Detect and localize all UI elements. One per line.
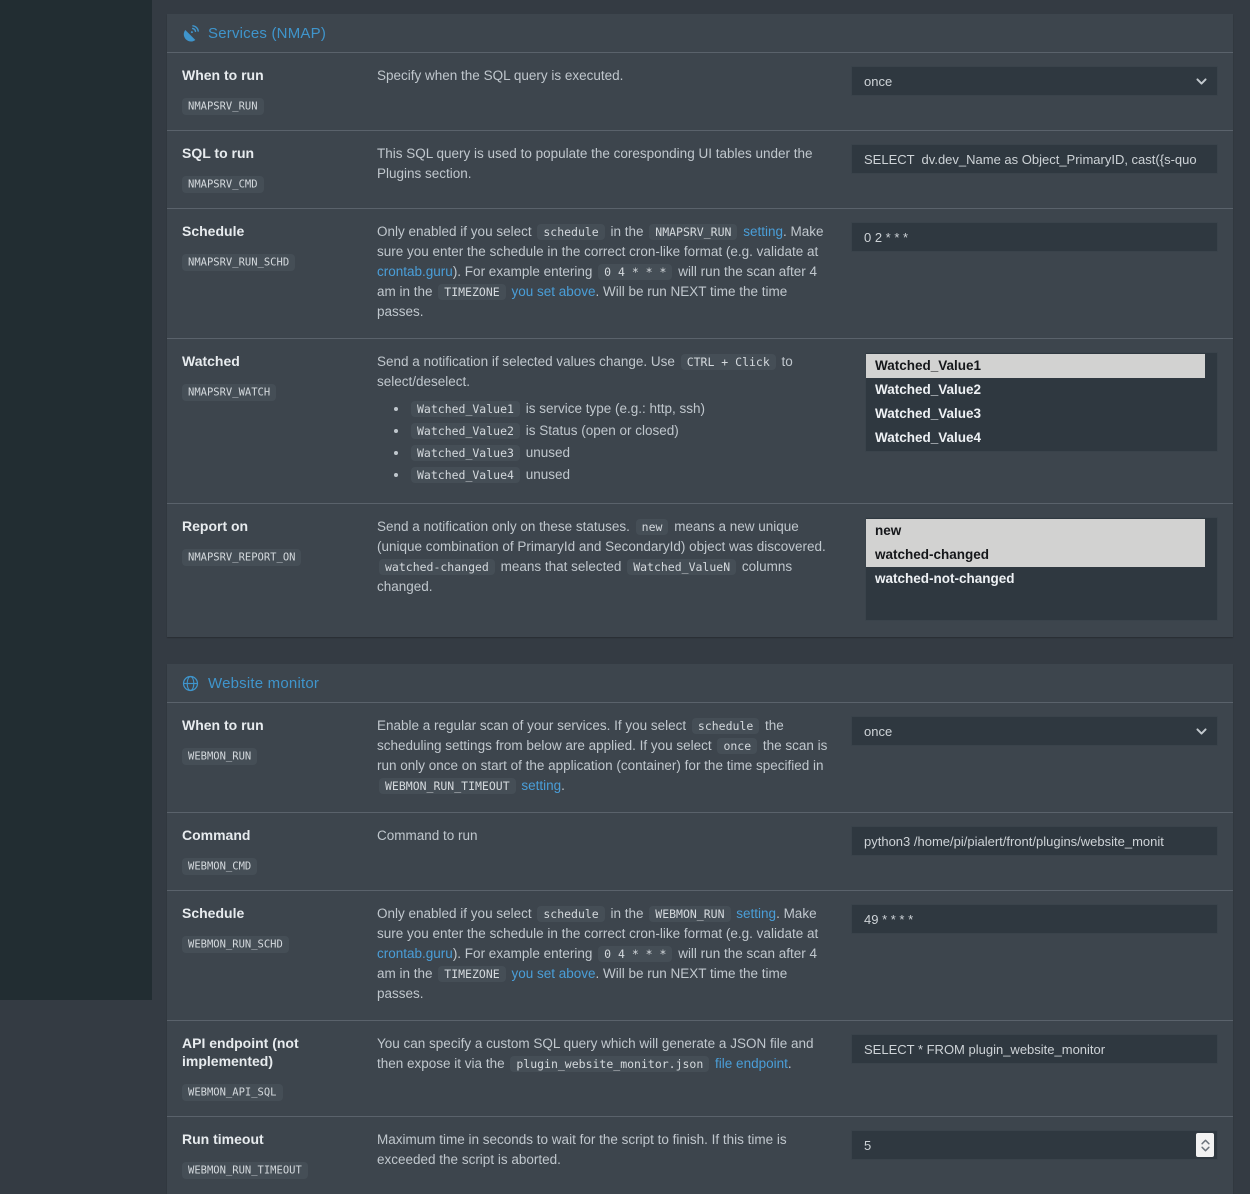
desc-text: means that selected: [496, 559, 626, 574]
link-setting[interactable]: setting: [743, 224, 783, 239]
desc-text: Specify when the SQL query is executed.: [377, 68, 624, 83]
link-crontab-guru[interactable]: crontab.guru: [377, 264, 453, 279]
setting-code-tag: WEBMON_API_SQL: [182, 1084, 283, 1101]
desc-text: is service type (e.g.: http, ssh): [521, 401, 706, 416]
nmapsrv_run_schd-input[interactable]: [851, 222, 1218, 252]
inline-code: schedule: [537, 224, 604, 240]
desc-text: Send a notification only on these statuses.: [377, 519, 634, 534]
settings-row-nmapsrv_run: [167, 53, 1233, 130]
chevron-down-icon: [1195, 75, 1208, 88]
satellite-dish-icon: [182, 25, 199, 42]
setting-description: [377, 144, 851, 192]
inline-code: watched-changed: [379, 559, 495, 575]
spinner-down-icon[interactable]: [1201, 1146, 1210, 1152]
webmon_cmd-input[interactable]: [851, 826, 1218, 856]
webmon_run_timeout-number-field: [851, 1130, 1218, 1160]
listbox-option-watched-not-changed[interactable]: watched-not-changed: [875, 571, 1015, 586]
inline-code: Watched_Value1: [411, 401, 520, 417]
settings-row-webmon_run_timeout: [167, 1116, 1233, 1194]
setting-code-wrap: [182, 934, 363, 952]
desc-text: Send a notification if selected values change. Use: [377, 354, 679, 369]
webmon_run_timeout-input[interactable]: [851, 1130, 1218, 1160]
link-setting[interactable]: setting: [736, 906, 777, 921]
webmon_run_schd-input[interactable]: [851, 904, 1218, 934]
desc-text: columns changed.: [377, 559, 793, 594]
webmon_run-select[interactable]: [851, 716, 1218, 746]
description-bullet-list: [377, 399, 832, 485]
setting-name: Command: [182, 827, 251, 843]
desc-text: ). For example entering: [452, 264, 597, 279]
setting-description: [377, 517, 851, 621]
setting-code-tag: NMAPSRV_REPORT_ON: [182, 549, 301, 566]
inline-code: Watched_Value2: [411, 423, 520, 439]
nmapsrv_run-select[interactable]: [851, 66, 1218, 96]
link-crontab-guru[interactable]: crontab.guru: [377, 946, 453, 961]
setting-code-tag: NMAPSRV_CMD: [182, 176, 264, 193]
setting-code-tag: NMAPSRV_RUN_SCHD: [182, 254, 295, 271]
setting-control-column: [851, 66, 1218, 114]
desc-text: Enable a regular scan of your services. If you select: [377, 718, 690, 733]
setting-name-column: [182, 826, 377, 874]
setting-code-wrap: [182, 96, 363, 114]
settings-row-nmapsrv_watch: [167, 338, 1233, 503]
inline-code: CTRL + Click: [681, 354, 776, 370]
section-header: [167, 14, 1233, 53]
setting-name: Report on: [182, 518, 249, 534]
setting-code-wrap: [182, 382, 363, 400]
setting-name-column: [182, 517, 377, 621]
select-value: once: [864, 723, 893, 739]
setting-code-tag: NMAPSRV_RUN: [182, 98, 264, 115]
desc-text: in the: [606, 224, 648, 239]
desc-text: will run the scan after 4 am in the: [377, 946, 818, 981]
inline-code: 0 4 * * *: [598, 264, 672, 280]
setting-name: Run timeout: [182, 1131, 264, 1147]
desc-text: Maximum time in seconds to wait for the script to finish. If this time is exceeded the script is aborted.: [377, 1132, 787, 1167]
setting-name: When to run: [182, 67, 264, 83]
desc-text: unused: [521, 445, 570, 460]
settings-row-webmon_api_sql: [167, 1020, 1233, 1116]
desc-text: is Status (open or closed): [521, 423, 679, 438]
desc-text: the scan is run only once on start of the application (container) for the time specified in: [377, 738, 828, 773]
listbox-option-watched-value1[interactable]: Watched_Value1: [866, 354, 1205, 378]
inline-code: Watched_Value3: [411, 445, 520, 461]
settings-row-webmon_run: [167, 703, 1233, 812]
setting-name-column: [182, 904, 377, 1004]
settings-section-webmon: [167, 664, 1233, 1194]
setting-code-wrap: [182, 252, 363, 270]
inline-code: Watched_Value4: [411, 467, 520, 483]
setting-name-column: [182, 1034, 377, 1100]
setting-description: [377, 66, 851, 114]
select-value: once: [864, 73, 893, 89]
setting-code-wrap: [182, 746, 363, 764]
desc-text: This SQL query is used to populate the coresponding UI tables under the Plugins section.: [377, 146, 813, 181]
setting-description: [377, 904, 851, 1004]
listbox-option-watched-changed[interactable]: watched-changed: [866, 543, 1205, 567]
setting-description: [377, 1034, 851, 1100]
desc-text: to select/deselect.: [377, 354, 793, 389]
bullet-item: [409, 465, 832, 485]
desc-text: unused: [521, 467, 570, 482]
chevron-down-icon: [1195, 725, 1208, 738]
spinner-up-icon[interactable]: [1201, 1139, 1210, 1145]
setting-name-column: [182, 144, 377, 192]
section-title: Services (NMAP): [208, 24, 327, 42]
nmapsrv_cmd-input[interactable]: [851, 144, 1218, 174]
link-file-endpoint[interactable]: file endpoint: [715, 1056, 788, 1071]
desc-text: Only enabled if you select: [377, 906, 536, 921]
setting-control-column: [851, 1130, 1218, 1178]
desc-text: . Make sure you enter the schedule in the correct cron-like format (e.g. validate at: [377, 224, 824, 259]
setting-code-tag: WEBMON_RUN: [182, 748, 257, 765]
inline-code: Watched_ValueN: [627, 559, 736, 575]
setting-name: When to run: [182, 717, 264, 733]
inline-code: plugin_website_monitor.json: [510, 1056, 709, 1072]
desc-text: ). For example entering: [452, 946, 597, 961]
setting-control-column: [851, 826, 1218, 874]
settings-content: [152, 0, 1250, 1194]
settings-row-webmon_run_schd: [167, 890, 1233, 1020]
sidebar: [0, 0, 152, 1000]
desc-text: .: [561, 778, 565, 793]
setting-control-column: [851, 904, 1218, 1004]
webmon_api_sql-input[interactable]: [851, 1034, 1218, 1064]
setting-code-wrap: [182, 547, 363, 565]
desc-text: will run the scan after 4 am in the: [377, 264, 818, 299]
listbox-option-watched-value2[interactable]: Watched_Value2: [875, 382, 982, 397]
desc-text: the scheduling settings from below are applied. If you select: [377, 718, 784, 753]
bullet-item: [409, 421, 832, 441]
setting-description: [377, 222, 851, 322]
setting-control-column: [851, 1034, 1218, 1100]
inline-code: TIMEZONE: [438, 966, 505, 982]
setting-control-column: [851, 517, 1218, 621]
setting-name: Watched: [182, 353, 240, 369]
nmapsrv_watch-listbox[interactable]: [865, 352, 1218, 452]
bullet-item: [409, 443, 832, 463]
settings-row-nmapsrv_run_schd: [167, 208, 1233, 338]
setting-code-tag: WEBMON_RUN_TIMEOUT: [182, 1162, 308, 1179]
desc-text: in the: [606, 906, 648, 921]
desc-text: Only enabled if you select: [377, 224, 536, 239]
bullet-item: [409, 399, 832, 419]
setting-description: [377, 352, 851, 487]
section-title: Website monitor: [208, 674, 320, 692]
desc-text: . Will be run NEXT time the time passes.: [377, 966, 788, 1001]
number-spinner[interactable]: [1196, 1133, 1214, 1157]
setting-description: [377, 826, 851, 874]
listbox-option-watched-value4[interactable]: Watched_Value4: [875, 430, 982, 445]
setting-name-column: [182, 352, 377, 487]
settings-section-nmap: [167, 14, 1233, 637]
settings-row-nmapsrv_report_on: [167, 503, 1233, 637]
setting-description: [377, 716, 851, 796]
inline-code: new: [636, 519, 669, 535]
setting-code-wrap: [182, 1160, 363, 1178]
setting-code-wrap: [182, 1082, 363, 1100]
inline-code: schedule: [692, 718, 759, 734]
setting-name-column: [182, 1130, 377, 1178]
setting-name-column: [182, 66, 377, 114]
listbox-option-watched-value3[interactable]: Watched_Value3: [875, 406, 982, 421]
link-you-set-above[interactable]: you set above: [511, 284, 596, 299]
settings-row-webmon_cmd: [167, 812, 1233, 890]
setting-code-wrap: [182, 856, 363, 874]
inline-code: WEBMON_RUN_TIMEOUT: [379, 778, 516, 794]
desc-text: means a new unique (unique combination of PrimaryId and SecondaryId) object was discovered.: [377, 519, 826, 554]
inline-code: TIMEZONE: [438, 284, 505, 300]
desc-text: . Will be run NEXT time the time passes.: [377, 284, 788, 319]
setting-control-column: [851, 716, 1218, 796]
setting-name: Schedule: [182, 905, 245, 921]
setting-name: SQL to run: [182, 145, 255, 161]
setting-name: API endpoint (not implemented): [182, 1035, 299, 1069]
inline-code: WEBMON_RUN: [649, 906, 730, 922]
setting-control-column: [851, 144, 1218, 192]
setting-control-column: [851, 352, 1218, 487]
settings-row-nmapsrv_cmd: [167, 130, 1233, 208]
setting-description: [377, 1130, 851, 1178]
setting-code-tag: NMAPSRV_WATCH: [182, 384, 276, 401]
globe-icon: [182, 675, 199, 692]
inline-code: schedule: [537, 906, 604, 922]
nmapsrv_report_on-listbox[interactable]: [865, 517, 1218, 621]
desc-text: Command to run: [377, 828, 478, 843]
inline-code: NMAPSRV_RUN: [649, 224, 737, 240]
inline-code: 0 4 * * *: [598, 946, 672, 962]
desc-text: You can specify a custom SQL query which will generate a JSON file and then expose it via the: [377, 1036, 814, 1071]
desc-text: .: [787, 1056, 792, 1071]
inline-code: once: [717, 738, 757, 754]
setting-control-column: [851, 222, 1218, 322]
setting-name-column: [182, 222, 377, 322]
setting-code-tag: WEBMON_RUN_SCHD: [182, 936, 289, 953]
link-you-set-above[interactable]: you set above: [511, 966, 596, 981]
listbox-option-new[interactable]: new: [866, 519, 1205, 543]
link-setting[interactable]: setting: [521, 778, 562, 793]
setting-code-tag: WEBMON_CMD: [182, 858, 257, 875]
section-header: [167, 664, 1233, 703]
desc-text: . Make sure you enter the schedule in the correct cron-like format (e.g. validate at: [377, 906, 819, 941]
setting-name: Schedule: [182, 223, 245, 239]
setting-code-wrap: [182, 174, 363, 192]
setting-name-column: [182, 716, 377, 796]
